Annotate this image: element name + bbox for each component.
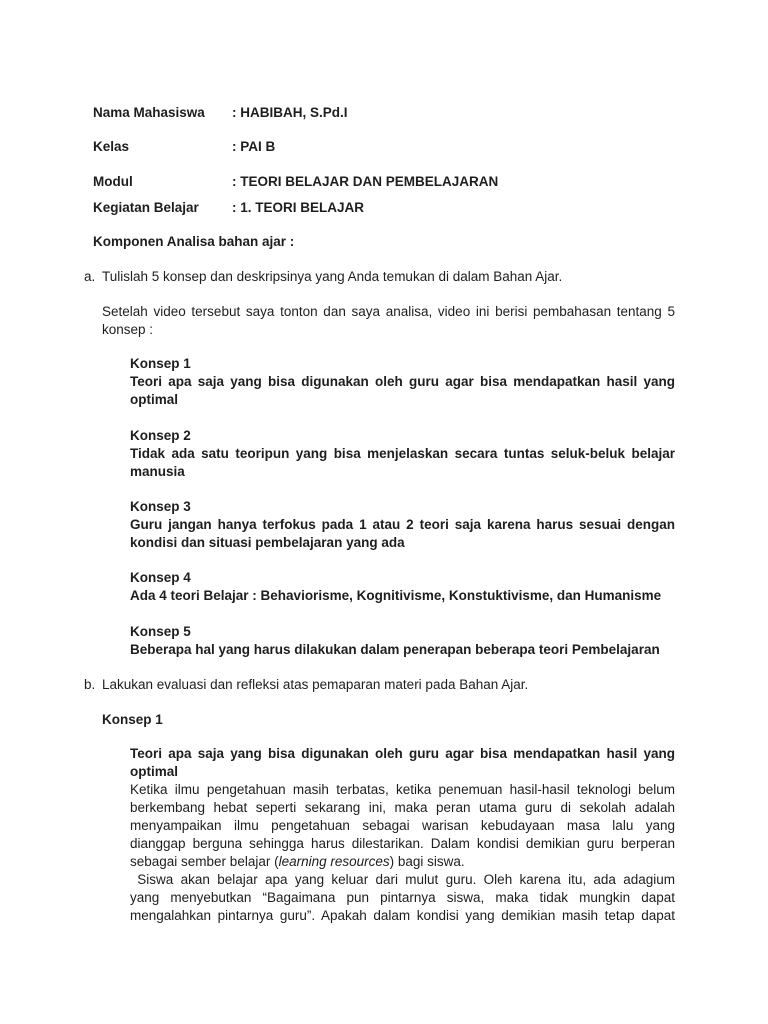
konsep-title: Konsep 1 (130, 356, 191, 371)
info-label: Nama Mahasiswa (93, 105, 205, 120)
body-line (130, 853, 675, 871)
question-text: Lakukan evaluasi dan refleksi atas pemaparan materi pada Bahan Ajar. (102, 677, 529, 692)
konsep-title: Konsep 2 (130, 428, 191, 443)
info-label: Kelas (93, 139, 130, 154)
konsep-block (130, 498, 675, 552)
italic-term: learning resources (278, 854, 390, 869)
body-text: sebagai sember belajar ( (130, 854, 279, 869)
list-marker: a. (84, 269, 96, 284)
konsep-line: kondisi dan situasi pembelajaran yang ada (130, 535, 405, 550)
info-value: : TEORI BELAJAR DAN PEMBELAJARAN (232, 174, 499, 189)
konsep-title: Konsep 4 (130, 570, 191, 585)
heading-line: Teori apa saja yang bisa digunakan oleh guru agar bisa mendapatkan hasil yang (130, 746, 675, 761)
info-label: Modul (93, 174, 133, 189)
konsep-title: Konsep 3 (130, 499, 191, 514)
konsep-line: Tidak ada satu teoripun yang bisa menjelaskan secara tuntas seluk-beluk belajar (130, 446, 675, 461)
info-value: : 1. TEORI BELAJAR (232, 200, 365, 215)
heading-line: optimal (130, 764, 179, 779)
konsep-title: Konsep 5 (130, 624, 191, 639)
body-line: berkembang hebat seperti sekarang ini, maka peran utama guru di sekolah adalah (130, 800, 675, 815)
intro-line: Setelah video tersebut saya tonton dan saya analisa, video ini berisi pembahasan tentang 5 (102, 304, 675, 319)
body-line: menyampaikan ilmu pengetahuan sebagai warisan kebudayaan masa lalu yang (130, 818, 675, 833)
komponen-heading: Komponen Analisa bahan ajar : (93, 234, 295, 249)
konsep-line: Guru jangan hanya terfokus pada 1 atau 2 teori saja karena harus sesuai dengan (130, 517, 675, 532)
konsep-block (130, 427, 675, 481)
konsep-block (130, 355, 675, 409)
konsep-line: Teori apa saja yang bisa digunakan oleh guru agar bisa mendapatkan hasil yang (130, 374, 675, 389)
section-b-heading (130, 745, 675, 781)
konsep-line: Beberapa hal yang harus dilakukan dalam penerapan beberapa teori Pembelajaran (130, 642, 660, 657)
body-text: ) bagi siswa. (389, 854, 465, 869)
body-line: Ketika ilmu pengetahuan masih terbatas, ketika penemuan hasil-hasil teknologi belum (130, 782, 675, 797)
list-marker: b. (84, 677, 96, 692)
body-line: dianggap berguna sehingga harus dilestarikan. Dalam kondisi demikian guru berperan (130, 836, 675, 851)
info-label: Kegiatan Belajar (93, 200, 199, 215)
intro-line: konsep : (102, 322, 154, 337)
konsep-block (130, 623, 675, 659)
section-b-body (130, 781, 675, 925)
body-line: yang menyebutkan “Bagaimana pun pintarnya siswa, maka tidak mungkin dapat (130, 890, 675, 905)
konsep-block (130, 569, 675, 605)
section-b-konsep-title: Konsep 1 (102, 712, 163, 727)
info-value: : HABIBAH, S.Pd.I (232, 105, 348, 120)
konsep-line: optimal (130, 392, 179, 407)
info-value: : PAI B (232, 139, 276, 154)
body-line: mengalahkan pintarnya guru”. Apakah dalam kondisi yang demikian masih tetap dapat (130, 908, 675, 923)
question-text: Tulislah 5 konsep dan deskripsinya yang Anda temukan di dalam Bahan Ajar. (102, 269, 563, 284)
konsep-line: manusia (130, 464, 185, 479)
body-line: Siswa akan belajar apa yang keluar dari mulut guru. Oleh karena itu, ada adagium (130, 872, 675, 887)
konsep-line: Ada 4 teori Belajar : Behaviorisme, Kognitivisme, Konstuktivisme, dan Humanisme (130, 588, 662, 603)
section-a-intro (102, 303, 675, 339)
